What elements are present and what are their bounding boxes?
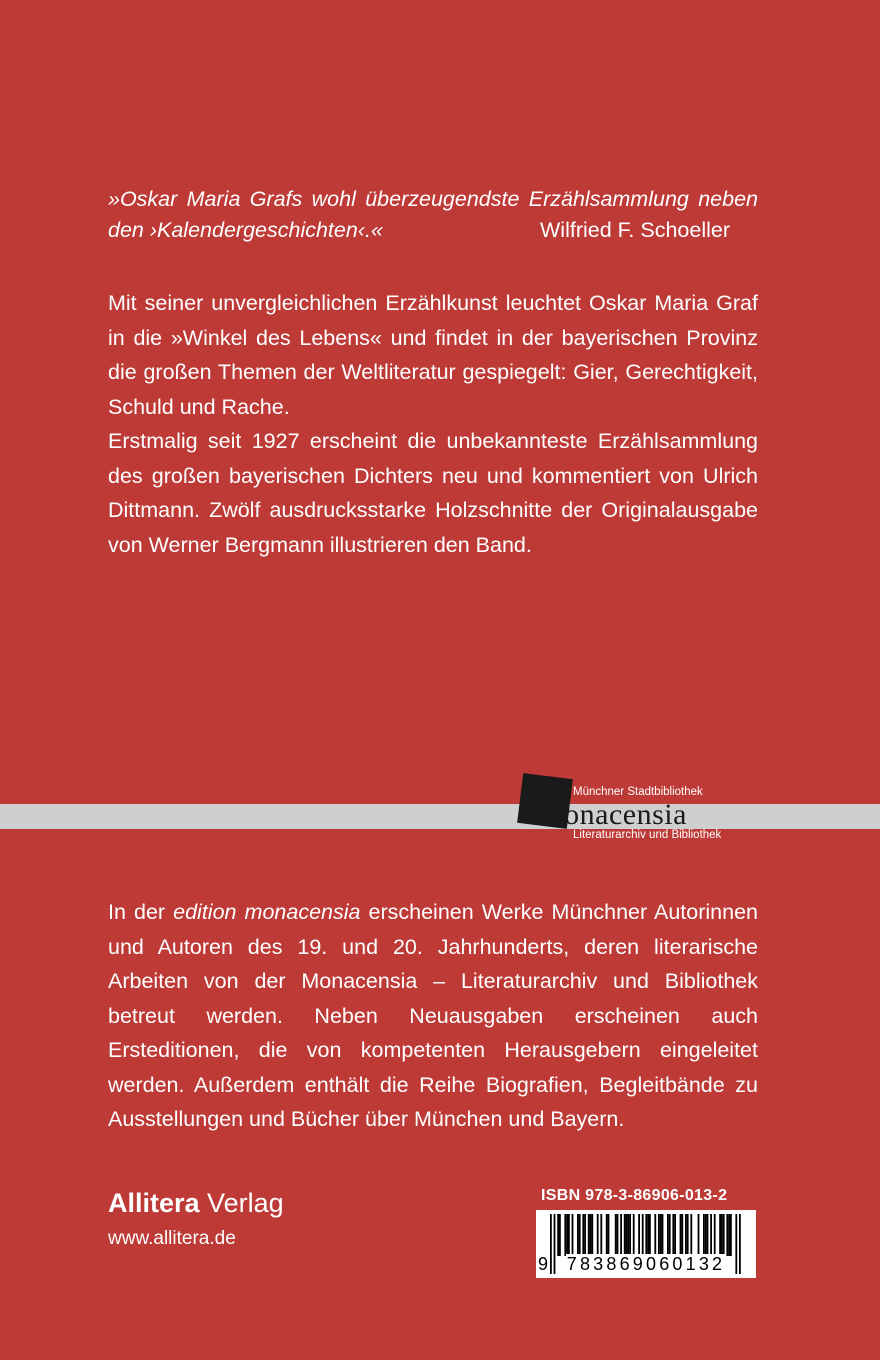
- isbn-label: ISBN 978-3-86906-013-2: [541, 1187, 728, 1204]
- blurb-paragraph-1: Mit seiner unvergleichlichen Erzählkunst leuchtet Oskar Maria Graf in die »Winkel des Lebens« und findet in der bayerischen Provinz die großen Themen der Weltliteratur gespiegelt: Gier, Gerechtigkeit, Schuld und Rache.: [108, 291, 758, 419]
- barcode-bar: [590, 1214, 592, 1256]
- barcode-bar: [588, 1214, 590, 1256]
- barcode-bar: [654, 1214, 656, 1256]
- barcode-bar: [572, 1214, 574, 1256]
- quote-author: Wilfried F. Schoeller: [540, 218, 730, 242]
- logo-top-line: Münchner Stadtbibliothek: [573, 786, 703, 798]
- barcode-bar: [714, 1214, 716, 1256]
- barcode-bar: [703, 1214, 705, 1256]
- barcode-bar: [730, 1214, 732, 1256]
- barcode-bar: [620, 1214, 622, 1256]
- publisher-name-bold: Allitera: [108, 1188, 200, 1218]
- barcode-bar: [557, 1214, 559, 1256]
- barcode-bar: [690, 1214, 692, 1256]
- barcode-bar: [626, 1214, 628, 1256]
- barcode-bar: [629, 1214, 631, 1256]
- barcode-bar: [600, 1214, 602, 1256]
- publisher-name-rest: Verlag: [199, 1188, 284, 1218]
- barcode-bar: [559, 1214, 561, 1256]
- barcode-bar: [624, 1214, 626, 1256]
- quote-line-1: »Oskar Maria Grafs wohl überzeugendste Erzählsammlung neben: [108, 187, 758, 211]
- barcode-bar: [566, 1214, 568, 1256]
- barcode-bar: [627, 1214, 629, 1256]
- barcode-bar: [579, 1214, 581, 1256]
- barcode-bar: [584, 1214, 586, 1256]
- gray-band: [0, 804, 880, 829]
- barcode-bar: [669, 1214, 671, 1256]
- barcode-bar: [608, 1214, 610, 1256]
- barcode-bar: [698, 1214, 700, 1256]
- barcode-digits: [536, 1254, 756, 1278]
- blurb-paragraph-2: Erstmalig seit 1927 erscheint die unbekannteste Erzählsammlung des großen bayerischen Dichters neu und kommentiert von Ulrich Dittmann. Zwölf ausdrucksstarke Holzschnitte der Originalausgabe von Werner Bergmann illustrieren den Band.: [108, 429, 758, 557]
- barcode-bar: [662, 1214, 664, 1256]
- barcode-digit-text: 783869060132: [566, 1254, 726, 1274]
- barcode-bar: [633, 1214, 635, 1256]
- barcode-bar: [710, 1214, 712, 1256]
- barcode-bar: [606, 1214, 608, 1256]
- barcode-bar: [681, 1214, 683, 1256]
- publisher-logo: [108, 1188, 284, 1219]
- barcode-bar: [638, 1214, 640, 1256]
- barcode-bar: [674, 1214, 676, 1256]
- barcode-bar: [687, 1214, 689, 1256]
- barcode-bar: [719, 1214, 721, 1256]
- barcode: [536, 1210, 756, 1278]
- logo-bottom-line: Literaturarchiv und Bibliothek: [573, 829, 722, 841]
- logo-wordmark: Monacensia: [537, 798, 687, 831]
- barcode-bar: [649, 1214, 651, 1256]
- barcode-bar: [680, 1214, 682, 1256]
- edition-prefix: In der: [108, 900, 174, 924]
- barcode-bar: [685, 1214, 687, 1256]
- publisher-url: www.allitera.de: [108, 1228, 236, 1249]
- barcode-bar: [597, 1214, 599, 1256]
- edition-series-name: edition monacensia: [173, 900, 361, 924]
- barcode-bar: [591, 1214, 593, 1256]
- barcode-bar: [660, 1214, 662, 1256]
- barcode-bar: [726, 1214, 728, 1256]
- barcode-bar: [568, 1214, 570, 1256]
- edition-text: erscheinen Werke Münchner Autorinnen und Autoren des 19. und 20. Jahrhunderts, deren literarische Arbeiten von der Monacensia – Literaturarchiv und Bibliothek betreut werden. Neben Neuausgaben erscheinen auch Ersteditionen, die von kompetenten Herausgebern eingeleitet werden. Außerdem enthält die Reihe Biografien, Begleitbände zu Ausstellungen und Bücher über München und Bayern.: [108, 900, 759, 1131]
- barcode-bar: [707, 1214, 709, 1256]
- barcode-bar: [617, 1214, 619, 1256]
- barcode-bar: [705, 1214, 707, 1256]
- barcode-bar: [721, 1214, 723, 1256]
- barcode-bar: [582, 1214, 584, 1256]
- barcode-bar: [672, 1214, 674, 1256]
- barcode-bar: [728, 1214, 730, 1256]
- barcode-bar: [667, 1214, 669, 1256]
- quote-line-2: den ›Kalendergeschichten‹.«: [108, 218, 383, 242]
- barcode-lead-digit: 9: [538, 1254, 549, 1274]
- barcode-bar: [564, 1214, 566, 1256]
- blurb: [108, 286, 758, 562]
- barcode-bar: [577, 1214, 579, 1256]
- barcode-bar: [615, 1214, 617, 1256]
- barcode-bar: [658, 1214, 660, 1256]
- quote-block: [108, 184, 758, 246]
- edition-paragraph: [108, 895, 758, 1137]
- barcode-bar: [723, 1214, 725, 1256]
